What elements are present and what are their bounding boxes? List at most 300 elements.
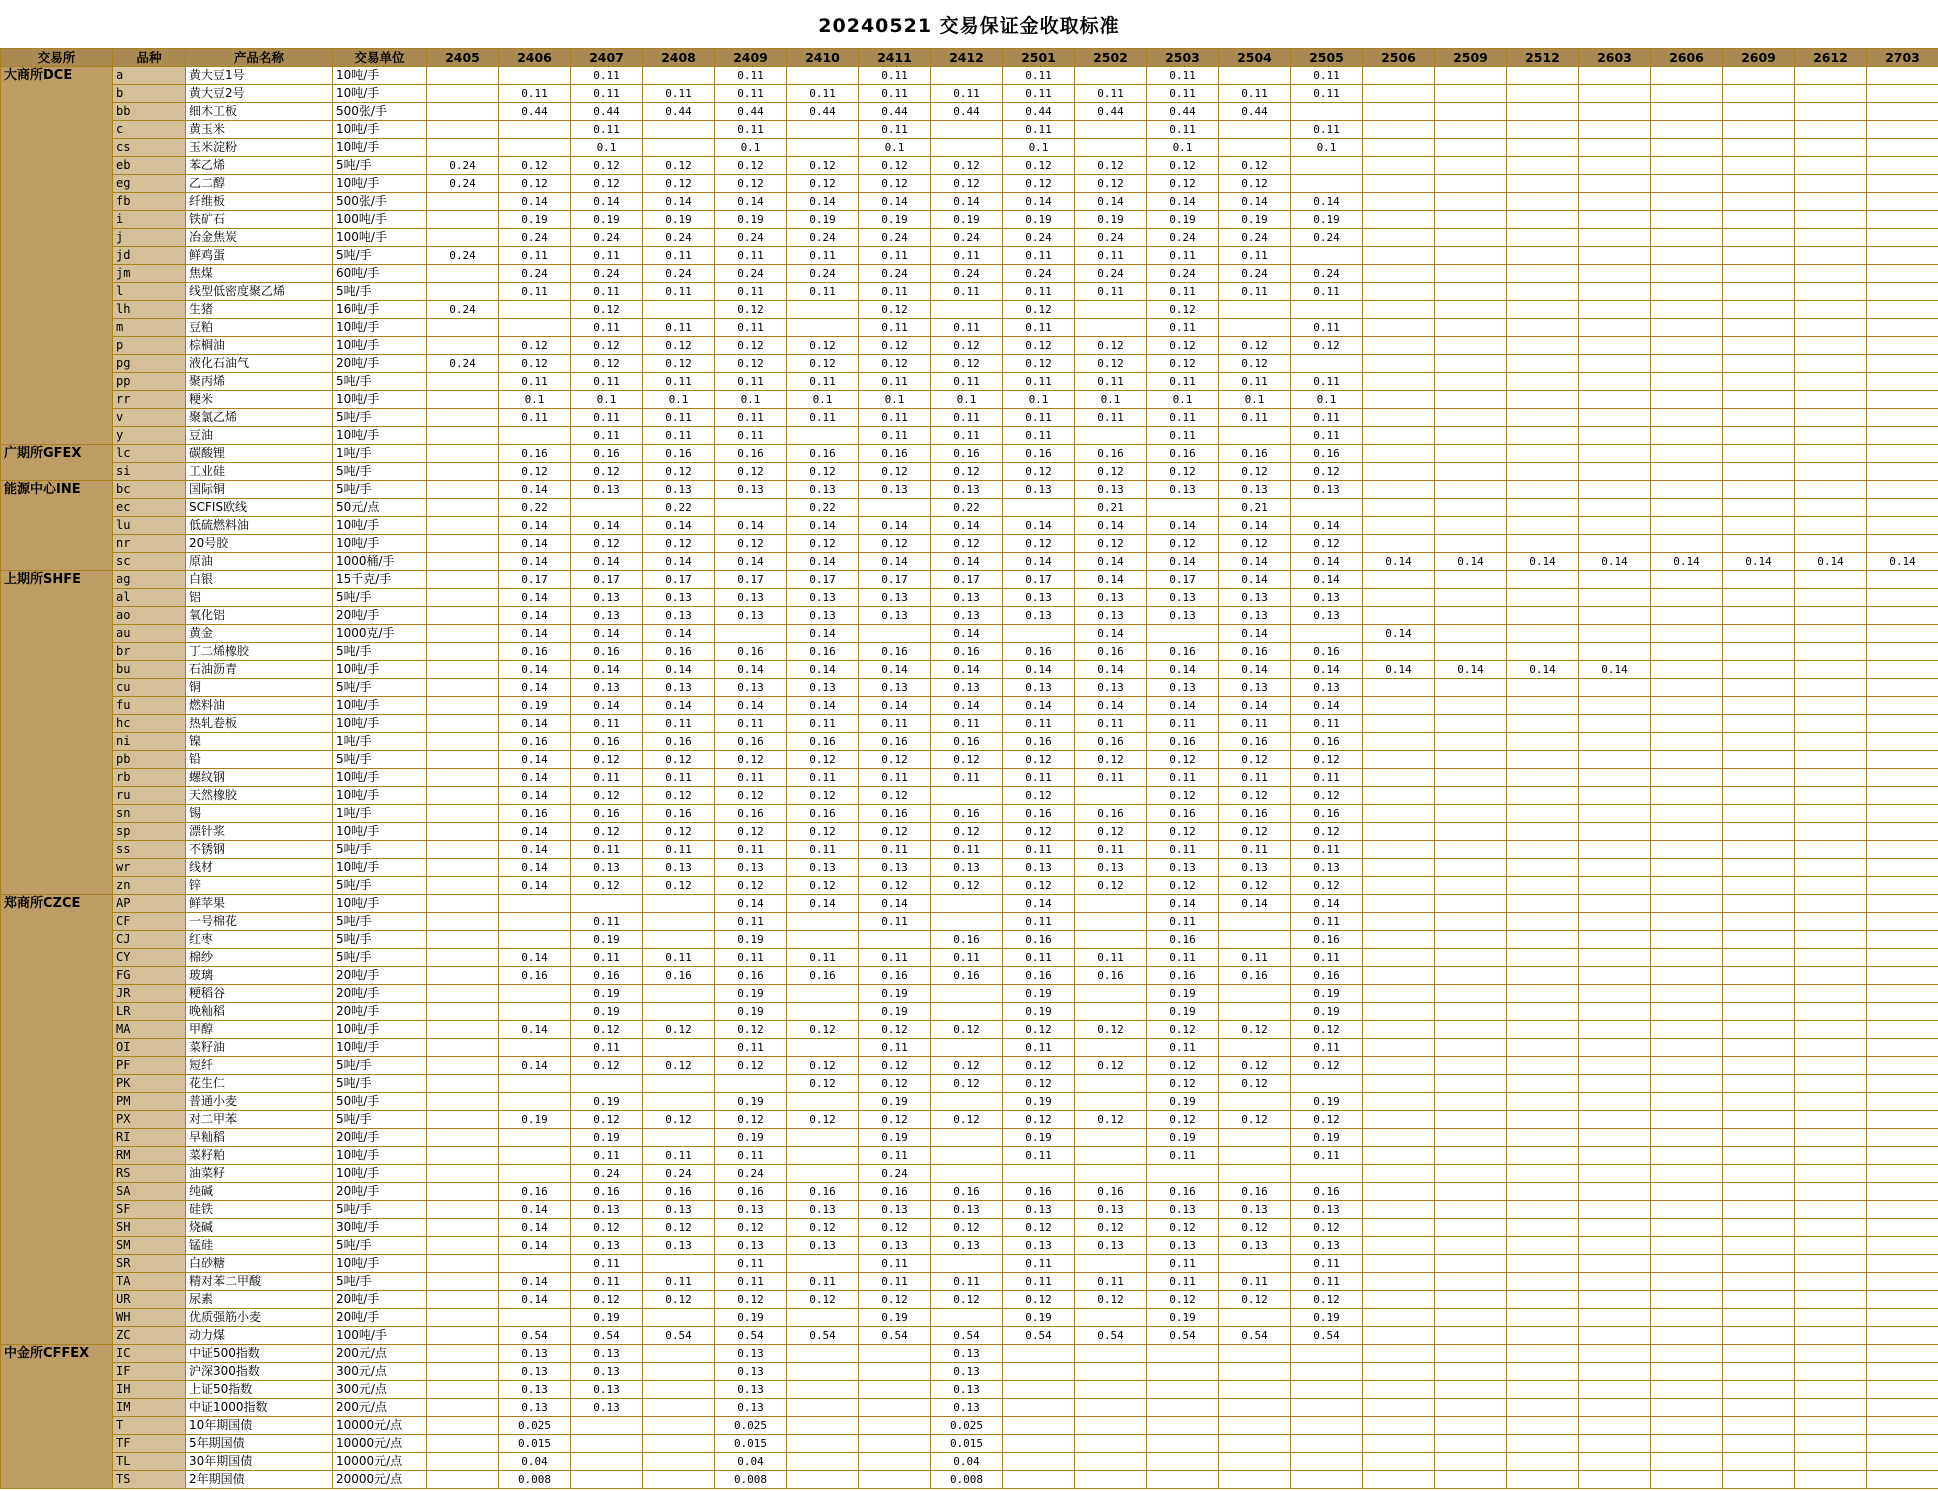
margin-value-cell: 0.21 bbox=[1219, 499, 1291, 517]
margin-value-cell: 0.14 bbox=[787, 553, 859, 571]
margin-value-cell bbox=[1075, 1363, 1147, 1381]
margin-value-cell: 0.24 bbox=[1219, 265, 1291, 283]
margin-value-cell: 0.14 bbox=[1291, 193, 1363, 211]
margin-value-cell: 0.19 bbox=[787, 211, 859, 229]
margin-value-cell: 0.19 bbox=[1291, 1093, 1363, 1111]
margin-value-cell bbox=[931, 787, 1003, 805]
variety-code-cell: SA bbox=[113, 1183, 186, 1201]
margin-value-cell: 0.19 bbox=[1075, 211, 1147, 229]
margin-value-cell bbox=[1651, 1183, 1723, 1201]
margin-value-cell: 0.13 bbox=[931, 679, 1003, 697]
margin-value-cell: 0.14 bbox=[715, 193, 787, 211]
margin-value-cell bbox=[1075, 1165, 1147, 1183]
margin-value-cell bbox=[1651, 1237, 1723, 1255]
margin-value-cell: 0.11 bbox=[643, 373, 715, 391]
margin-value-cell bbox=[1651, 1291, 1723, 1309]
trading-unit-cell: 10吨/手 bbox=[333, 1255, 427, 1273]
margin-value-cell bbox=[1651, 1453, 1723, 1471]
margin-value-cell: 0.12 bbox=[715, 301, 787, 319]
margin-value-cell: 0.14 bbox=[499, 661, 571, 679]
trading-unit-cell: 1000克/手 bbox=[333, 625, 427, 643]
margin-value-cell: 0.11 bbox=[571, 373, 643, 391]
margin-value-cell bbox=[1723, 1435, 1795, 1453]
margin-value-cell: 0.11 bbox=[643, 769, 715, 787]
margin-value-cell bbox=[1651, 1273, 1723, 1291]
margin-value-cell bbox=[1795, 1003, 1867, 1021]
trading-unit-cell: 10吨/手 bbox=[333, 1021, 427, 1039]
margin-value-cell bbox=[1363, 1183, 1435, 1201]
margin-value-cell: 0.14 bbox=[499, 553, 571, 571]
margin-value-cell: 0.14 bbox=[859, 193, 931, 211]
margin-value-cell: 0.11 bbox=[787, 283, 859, 301]
margin-value-cell: 0.11 bbox=[787, 409, 859, 427]
margin-value-cell bbox=[1795, 1255, 1867, 1273]
margin-value-cell: 0.54 bbox=[643, 1327, 715, 1345]
margin-value-cell bbox=[1291, 1345, 1363, 1363]
margin-value-cell bbox=[1867, 769, 1938, 787]
margin-value-cell: 0.14 bbox=[787, 193, 859, 211]
margin-value-cell bbox=[427, 337, 499, 355]
margin-value-cell bbox=[1723, 445, 1795, 463]
margin-value-cell bbox=[1219, 67, 1291, 85]
margin-value-cell bbox=[1651, 805, 1723, 823]
margin-value-cell: 0.19 bbox=[715, 1129, 787, 1147]
margin-value-cell bbox=[571, 1453, 643, 1471]
margin-value-cell bbox=[427, 697, 499, 715]
margin-value-cell bbox=[1795, 301, 1867, 319]
margin-value-cell bbox=[859, 1381, 931, 1399]
margin-value-cell bbox=[1507, 751, 1579, 769]
margin-value-cell bbox=[1867, 337, 1938, 355]
table-row bbox=[1, 319, 1938, 337]
margin-value-cell bbox=[931, 895, 1003, 913]
margin-value-cell bbox=[1651, 643, 1723, 661]
margin-value-cell bbox=[427, 445, 499, 463]
margin-value-cell: 0.13 bbox=[1219, 859, 1291, 877]
exchange-cell: 大商所DCE bbox=[1, 67, 113, 445]
variety-code-cell: MA bbox=[113, 1021, 186, 1039]
product-name-cell: 苯乙烯 bbox=[186, 157, 333, 175]
margin-value-cell: 0.12 bbox=[715, 535, 787, 553]
margin-value-cell: 0.11 bbox=[571, 913, 643, 931]
margin-value-cell bbox=[1723, 877, 1795, 895]
margin-value-cell bbox=[1507, 859, 1579, 877]
margin-value-cell: 0.12 bbox=[571, 877, 643, 895]
margin-value-cell bbox=[1579, 517, 1651, 535]
margin-value-cell: 0.14 bbox=[499, 535, 571, 553]
margin-value-cell bbox=[1363, 715, 1435, 733]
margin-value-cell bbox=[1363, 985, 1435, 1003]
margin-value-cell: 0.11 bbox=[715, 67, 787, 85]
margin-value-cell: 0.14 bbox=[1003, 517, 1075, 535]
margin-value-cell: 0.12 bbox=[931, 1057, 1003, 1075]
margin-value-cell bbox=[859, 1363, 931, 1381]
margin-value-cell bbox=[1075, 1129, 1147, 1147]
margin-value-cell: 0.11 bbox=[1075, 769, 1147, 787]
margin-value-cell bbox=[1723, 1273, 1795, 1291]
margin-value-cell: 0.19 bbox=[1291, 211, 1363, 229]
margin-value-cell bbox=[1507, 1129, 1579, 1147]
margin-value-cell bbox=[1795, 499, 1867, 517]
margin-value-cell: 0.14 bbox=[1075, 571, 1147, 589]
margin-value-cell: 0.12 bbox=[1291, 751, 1363, 769]
product-name-cell: 豆油 bbox=[186, 427, 333, 445]
margin-value-cell bbox=[787, 1471, 859, 1489]
margin-value-cell: 0.12 bbox=[931, 1021, 1003, 1039]
margin-value-cell bbox=[1435, 805, 1507, 823]
margin-value-cell: 0.12 bbox=[571, 157, 643, 175]
margin-value-cell bbox=[1723, 1237, 1795, 1255]
variety-code-cell: wr bbox=[113, 859, 186, 877]
margin-value-cell bbox=[1435, 229, 1507, 247]
margin-value-cell: 0.12 bbox=[859, 823, 931, 841]
margin-value-cell: 0.1 bbox=[1003, 391, 1075, 409]
margin-value-cell bbox=[1723, 1075, 1795, 1093]
margin-value-cell bbox=[1363, 499, 1435, 517]
column-header-month: 2703 bbox=[1867, 49, 1938, 67]
margin-value-cell bbox=[1795, 661, 1867, 679]
margin-value-cell bbox=[1435, 913, 1507, 931]
margin-value-cell: 0.44 bbox=[931, 103, 1003, 121]
margin-value-cell bbox=[1867, 1273, 1938, 1291]
margin-value-cell bbox=[1435, 1201, 1507, 1219]
margin-value-cell: 0.12 bbox=[571, 175, 643, 193]
margin-value-cell: 0.14 bbox=[859, 661, 931, 679]
margin-value-cell bbox=[1867, 283, 1938, 301]
margin-value-cell bbox=[427, 283, 499, 301]
margin-value-cell bbox=[1435, 1291, 1507, 1309]
margin-value-cell bbox=[1867, 373, 1938, 391]
margin-value-cell bbox=[1579, 481, 1651, 499]
margin-value-cell: 0.12 bbox=[1003, 1111, 1075, 1129]
margin-value-cell: 0.16 bbox=[1075, 643, 1147, 661]
margin-value-cell bbox=[1867, 175, 1938, 193]
margin-value-cell: 0.11 bbox=[1003, 1147, 1075, 1165]
margin-value-cell bbox=[499, 139, 571, 157]
margin-value-cell bbox=[1291, 1435, 1363, 1453]
margin-value-cell: 0.12 bbox=[787, 751, 859, 769]
margin-value-cell bbox=[1579, 787, 1651, 805]
margin-value-cell bbox=[931, 1309, 1003, 1327]
margin-value-cell: 0.11 bbox=[1147, 913, 1219, 931]
margin-value-cell bbox=[1723, 157, 1795, 175]
margin-value-cell bbox=[1435, 517, 1507, 535]
margin-value-cell bbox=[427, 769, 499, 787]
margin-value-cell bbox=[1723, 751, 1795, 769]
column-header-variety: 品种 bbox=[113, 49, 186, 67]
margin-value-cell: 0.12 bbox=[499, 463, 571, 481]
margin-value-cell: 0.12 bbox=[643, 877, 715, 895]
table-row bbox=[1, 229, 1938, 247]
margin-value-cell: 0.24 bbox=[859, 1165, 931, 1183]
trading-unit-cell: 100吨/手 bbox=[333, 211, 427, 229]
margin-value-cell bbox=[1363, 301, 1435, 319]
margin-value-cell: 0.12 bbox=[643, 175, 715, 193]
product-name-cell: 硅铁 bbox=[186, 1201, 333, 1219]
margin-value-cell: 0.12 bbox=[787, 1021, 859, 1039]
margin-value-cell bbox=[787, 1129, 859, 1147]
variety-code-cell: CF bbox=[113, 913, 186, 931]
margin-value-cell: 0.12 bbox=[931, 1111, 1003, 1129]
margin-value-cell bbox=[1363, 67, 1435, 85]
margin-value-cell: 0.11 bbox=[715, 319, 787, 337]
margin-value-cell bbox=[931, 1255, 1003, 1273]
margin-value-cell bbox=[1291, 625, 1363, 643]
margin-value-cell bbox=[1651, 67, 1723, 85]
margin-value-cell: 0.1 bbox=[1147, 391, 1219, 409]
margin-value-cell: 0.24 bbox=[715, 229, 787, 247]
trading-unit-cell: 10吨/手 bbox=[333, 769, 427, 787]
margin-value-cell bbox=[1651, 1363, 1723, 1381]
margin-value-cell: 0.14 bbox=[1435, 553, 1507, 571]
margin-value-cell: 0.11 bbox=[859, 409, 931, 427]
margin-value-cell bbox=[1075, 1345, 1147, 1363]
margin-value-cell bbox=[1507, 409, 1579, 427]
margin-value-cell: 0.11 bbox=[571, 841, 643, 859]
product-name-cell: 玻璃 bbox=[186, 967, 333, 985]
variety-code-cell: jd bbox=[113, 247, 186, 265]
margin-value-cell: 0.14 bbox=[1723, 553, 1795, 571]
margin-value-cell bbox=[1363, 1057, 1435, 1075]
margin-value-cell: 0.11 bbox=[1003, 841, 1075, 859]
variety-code-cell: bc bbox=[113, 481, 186, 499]
margin-value-cell bbox=[1723, 949, 1795, 967]
margin-value-cell bbox=[1723, 193, 1795, 211]
table-row bbox=[1, 1201, 1938, 1219]
margin-value-cell bbox=[859, 1417, 931, 1435]
margin-value-cell bbox=[499, 1075, 571, 1093]
margin-value-cell: 0.11 bbox=[1219, 247, 1291, 265]
margin-value-cell bbox=[1579, 319, 1651, 337]
margin-value-cell bbox=[787, 427, 859, 445]
margin-value-cell: 0.14 bbox=[643, 193, 715, 211]
margin-value-cell bbox=[571, 895, 643, 913]
margin-value-cell bbox=[1723, 355, 1795, 373]
margin-value-cell bbox=[1579, 193, 1651, 211]
margin-value-cell bbox=[1435, 985, 1507, 1003]
margin-value-cell: 0.19 bbox=[1147, 1093, 1219, 1111]
margin-value-cell: 0.13 bbox=[931, 1363, 1003, 1381]
margin-value-cell bbox=[1003, 1381, 1075, 1399]
margin-value-cell bbox=[571, 1471, 643, 1489]
margin-value-cell: 0.13 bbox=[571, 679, 643, 697]
margin-value-cell: 0.14 bbox=[1579, 553, 1651, 571]
margin-value-cell: 0.12 bbox=[787, 1291, 859, 1309]
margin-value-cell bbox=[427, 1273, 499, 1291]
margin-value-cell bbox=[1867, 1147, 1938, 1165]
margin-value-cell: 0.12 bbox=[643, 157, 715, 175]
margin-value-cell bbox=[499, 301, 571, 319]
margin-value-cell bbox=[1507, 571, 1579, 589]
margin-value-cell bbox=[1435, 715, 1507, 733]
margin-value-cell: 0.19 bbox=[643, 211, 715, 229]
margin-value-cell: 0.025 bbox=[715, 1417, 787, 1435]
margin-value-cell: 0.12 bbox=[715, 1219, 787, 1237]
margin-value-cell: 0.44 bbox=[1003, 103, 1075, 121]
margin-value-cell bbox=[1507, 337, 1579, 355]
margin-value-cell: 0.12 bbox=[859, 751, 931, 769]
column-header-month: 2407 bbox=[571, 49, 643, 67]
margin-value-cell: 0.16 bbox=[1219, 1183, 1291, 1201]
product-name-cell: 生猪 bbox=[186, 301, 333, 319]
variety-code-cell: b bbox=[113, 85, 186, 103]
margin-value-cell: 0.14 bbox=[715, 895, 787, 913]
margin-value-cell bbox=[1723, 1471, 1795, 1489]
margin-value-cell bbox=[1363, 571, 1435, 589]
table-row bbox=[1, 157, 1938, 175]
margin-value-cell bbox=[1723, 697, 1795, 715]
margin-value-cell: 0.19 bbox=[931, 211, 1003, 229]
margin-value-cell: 0.12 bbox=[1219, 337, 1291, 355]
margin-value-cell bbox=[1435, 877, 1507, 895]
margin-value-cell bbox=[427, 1129, 499, 1147]
trading-unit-cell: 1吨/手 bbox=[333, 445, 427, 463]
margin-value-cell: 0.44 bbox=[715, 103, 787, 121]
margin-value-cell bbox=[1435, 697, 1507, 715]
margin-value-cell: 0.11 bbox=[787, 841, 859, 859]
margin-value-cell: 0.16 bbox=[1291, 805, 1363, 823]
margin-value-cell bbox=[1435, 1075, 1507, 1093]
margin-value-cell bbox=[1435, 391, 1507, 409]
margin-value-cell: 0.24 bbox=[571, 265, 643, 283]
margin-value-cell bbox=[499, 985, 571, 1003]
margin-value-cell bbox=[643, 139, 715, 157]
margin-value-cell: 0.12 bbox=[931, 355, 1003, 373]
margin-value-cell bbox=[1003, 1165, 1075, 1183]
margin-value-cell: 0.11 bbox=[1291, 409, 1363, 427]
margin-value-cell: 0.16 bbox=[1003, 733, 1075, 751]
margin-value-cell bbox=[1507, 949, 1579, 967]
margin-value-cell bbox=[1867, 1309, 1938, 1327]
margin-value-cell: 0.16 bbox=[1003, 931, 1075, 949]
margin-value-cell bbox=[1507, 1093, 1579, 1111]
margin-value-cell bbox=[1723, 787, 1795, 805]
margin-value-cell bbox=[1795, 1237, 1867, 1255]
margin-value-cell bbox=[1579, 1111, 1651, 1129]
margin-value-cell: 0.14 bbox=[931, 193, 1003, 211]
margin-value-cell bbox=[1435, 625, 1507, 643]
margin-value-cell bbox=[1507, 1237, 1579, 1255]
variety-code-cell: v bbox=[113, 409, 186, 427]
margin-value-cell: 0.12 bbox=[643, 535, 715, 553]
margin-value-cell: 0.11 bbox=[499, 85, 571, 103]
margin-value-cell bbox=[1507, 499, 1579, 517]
margin-value-cell: 0.16 bbox=[931, 445, 1003, 463]
margin-value-cell: 0.16 bbox=[643, 967, 715, 985]
margin-value-cell: 0.11 bbox=[1003, 427, 1075, 445]
margin-value-cell: 0.11 bbox=[1003, 121, 1075, 139]
margin-value-cell: 0.12 bbox=[1219, 1021, 1291, 1039]
margin-value-cell: 0.11 bbox=[1003, 949, 1075, 967]
margin-value-cell: 0.11 bbox=[643, 949, 715, 967]
margin-value-cell: 0.19 bbox=[571, 1003, 643, 1021]
margin-value-cell: 0.13 bbox=[499, 1381, 571, 1399]
margin-value-cell: 0.16 bbox=[1291, 1183, 1363, 1201]
margin-value-cell bbox=[1579, 85, 1651, 103]
margin-value-cell bbox=[1795, 967, 1867, 985]
margin-value-cell: 0.1 bbox=[499, 391, 571, 409]
margin-value-cell bbox=[427, 1381, 499, 1399]
margin-value-cell bbox=[1435, 427, 1507, 445]
product-name-cell: 锰硅 bbox=[186, 1237, 333, 1255]
margin-value-cell bbox=[1867, 301, 1938, 319]
margin-value-cell: 0.12 bbox=[643, 1057, 715, 1075]
trading-unit-cell: 5吨/手 bbox=[333, 643, 427, 661]
margin-value-cell: 0.14 bbox=[1651, 553, 1723, 571]
margin-value-cell: 0.19 bbox=[859, 211, 931, 229]
margin-value-cell bbox=[1075, 139, 1147, 157]
margin-value-cell bbox=[1363, 85, 1435, 103]
table-row bbox=[1, 283, 1938, 301]
margin-value-cell: 0.16 bbox=[571, 445, 643, 463]
margin-value-cell: 0.16 bbox=[1219, 805, 1291, 823]
margin-value-cell bbox=[1651, 751, 1723, 769]
margin-value-cell: 0.11 bbox=[499, 409, 571, 427]
variety-code-cell: cs bbox=[113, 139, 186, 157]
margin-value-cell bbox=[1579, 985, 1651, 1003]
table-row bbox=[1, 1219, 1938, 1237]
table-row bbox=[1, 589, 1938, 607]
margin-value-cell bbox=[1579, 715, 1651, 733]
margin-value-cell: 0.13 bbox=[1291, 679, 1363, 697]
margin-value-cell: 0.14 bbox=[643, 517, 715, 535]
table-row bbox=[1, 301, 1938, 319]
margin-value-cell bbox=[1867, 1399, 1938, 1417]
product-name-cell: 红枣 bbox=[186, 931, 333, 949]
trading-unit-cell: 5吨/手 bbox=[333, 1075, 427, 1093]
margin-value-cell bbox=[1507, 1147, 1579, 1165]
margin-value-cell: 0.11 bbox=[571, 319, 643, 337]
margin-value-cell bbox=[1435, 1453, 1507, 1471]
margin-value-cell: 0.14 bbox=[499, 625, 571, 643]
margin-value-cell bbox=[1795, 823, 1867, 841]
margin-value-cell: 0.11 bbox=[1147, 121, 1219, 139]
table-row bbox=[1, 1471, 1938, 1489]
margin-value-cell bbox=[1723, 1399, 1795, 1417]
margin-value-cell bbox=[427, 85, 499, 103]
margin-value-cell bbox=[1507, 1165, 1579, 1183]
margin-value-cell: 0.24 bbox=[499, 229, 571, 247]
margin-value-cell: 0.12 bbox=[1219, 463, 1291, 481]
margin-value-cell: 0.19 bbox=[1291, 985, 1363, 1003]
margin-value-cell bbox=[1651, 1471, 1723, 1489]
margin-value-cell: 0.16 bbox=[1219, 445, 1291, 463]
margin-value-cell: 0.11 bbox=[643, 1273, 715, 1291]
exchange-cell: 广期所GFEX bbox=[1, 445, 113, 481]
margin-value-cell: 0.14 bbox=[787, 625, 859, 643]
margin-value-cell: 0.14 bbox=[1003, 661, 1075, 679]
margin-value-cell bbox=[427, 733, 499, 751]
margin-value-cell bbox=[427, 1147, 499, 1165]
margin-value-cell bbox=[1795, 121, 1867, 139]
margin-value-cell bbox=[427, 571, 499, 589]
margin-value-cell: 0.19 bbox=[1003, 1093, 1075, 1111]
margin-value-cell: 0.16 bbox=[859, 643, 931, 661]
margin-value-cell: 0.12 bbox=[1075, 877, 1147, 895]
margin-value-cell: 0.13 bbox=[931, 1345, 1003, 1363]
margin-value-cell bbox=[1651, 985, 1723, 1003]
trading-unit-cell: 10吨/手 bbox=[333, 175, 427, 193]
margin-value-cell: 0.16 bbox=[499, 643, 571, 661]
margin-value-cell bbox=[1723, 1003, 1795, 1021]
margin-value-cell: 0.11 bbox=[715, 769, 787, 787]
margin-value-cell: 0.16 bbox=[1147, 445, 1219, 463]
margin-value-cell: 0.13 bbox=[859, 1237, 931, 1255]
margin-value-cell: 0.13 bbox=[715, 1201, 787, 1219]
margin-value-cell: 0.16 bbox=[931, 805, 1003, 823]
margin-value-cell: 0.16 bbox=[643, 445, 715, 463]
margin-value-cell: 0.14 bbox=[1363, 553, 1435, 571]
